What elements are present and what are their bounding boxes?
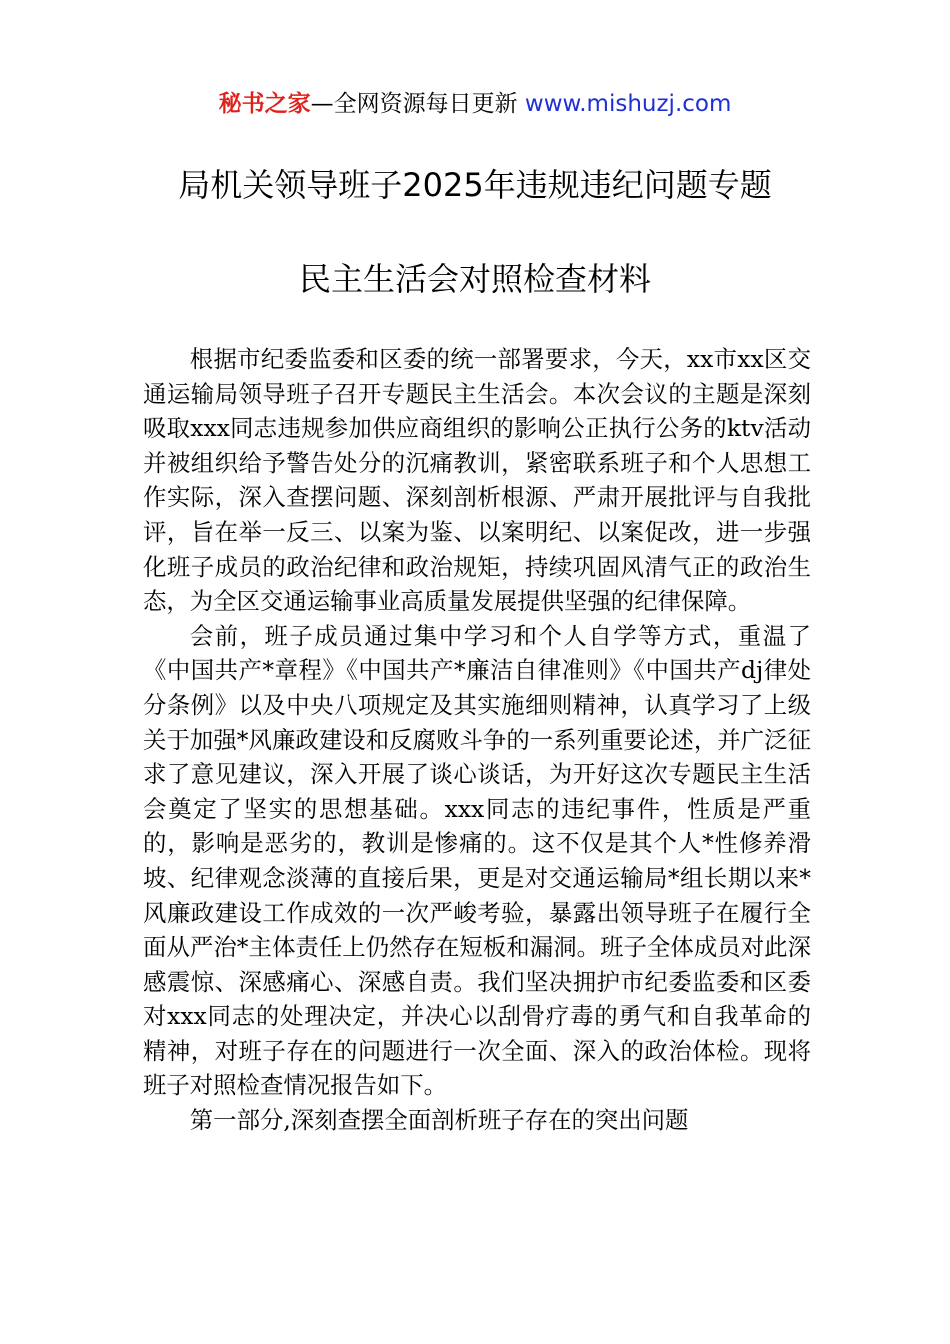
paragraph-preparation: 会前，班子成员通过集中学习和个人自学等方式，重温了《中国共产*章程》《中国共产*廉洁自律准则》《中国共产dj律处分条例》以及中央八项规定及其实施细则精神，认真学习了上级关于加强*风廉政建设和反腐败斗争的一系列重要论述，并广泛征求了意见建议，深入开展了谈心谈话，为开好这次专题民主生活会奠定了坚实的思想基础。xxx同志的违纪事件，性质是严重的，影响是恶劣的，教训是惨痛的。这不仅是其个人*性修养滑坡、纪律观念淡薄的直接后果，更是对交通运输局*组长期以来*风廉政建设工作成效的一次严峻考验，暴露出领导班子在履行全面从严治*主体责任上仍然存在短板和漏洞。班子全体成员对此深感震惊、深感痛心、深感自责。我们坚决拥护市纪委监委和区委对xxx同志的处理决定，并决心以刮骨疗毒的勇气和自我革命的精神，对班子存在的问题进行一次全面、深入的政治体检。现将班子对照检查情况报告如下。 xyxy=(143,621,811,1100)
brand-name: 秘书之家 xyxy=(218,91,311,117)
section-heading-part-one: 第一部分,深刻查摆全面剖析班子存在的突出问题 xyxy=(189,1106,689,1135)
paragraph-intro: 根据市纪委监委和区委的统一部署要求，今天，xx市xx区交通运输局领导班子召开专题民主生活会。本次会议的主题是深刻吸取xxx同志违规参加供应商组织的影响公正执行公务的ktv活动并被组织给予警告处分的沉痛教训，紧密联系班子和个人思想工作实际，深入查摆问题、深刻剖析根源、严肃开展批评与自我批评，旨在举一反三、以案为鉴、以案明纪、以案促改，进一步强化班子成员的政治纪律和政治规矩，持续巩固风清气正的政治生态，为全区交通运输事业高质量发展提供坚强的纪律保障。 xyxy=(143,345,811,616)
document-title-line-1: 局机关领导班子2025年违规违纪问题专题 xyxy=(178,166,772,204)
site-tagline: —全网资源每日更新 xyxy=(310,91,525,117)
site-url-link[interactable]: www.mishuzj.com xyxy=(524,91,732,117)
document-title-line-2: 民主生活会对照检查材料 xyxy=(298,260,651,298)
document-body xyxy=(143,342,811,1138)
site-header xyxy=(0,86,950,122)
